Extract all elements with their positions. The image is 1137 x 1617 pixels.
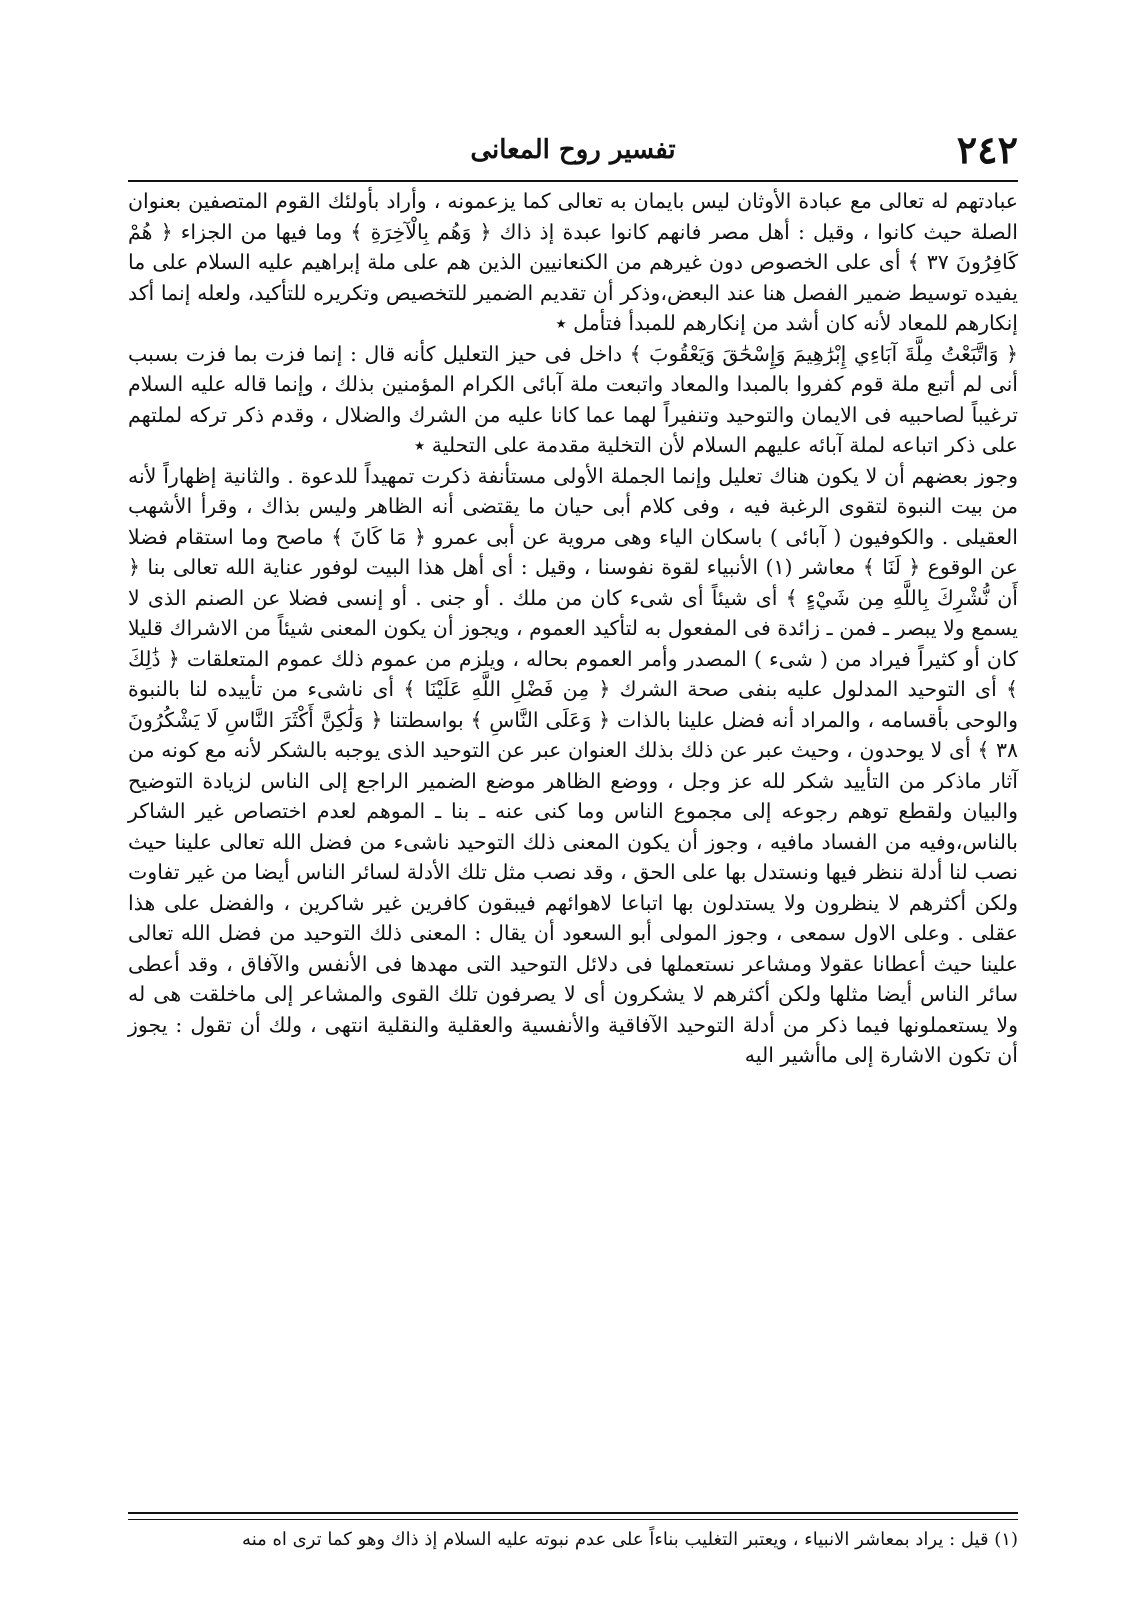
paragraph-1: عبادتهم له تعالى مع عبادة الأوثان ليس بايمان به تعالى كما يزعمونه ، وأراد بأولئك القوم المتصفين بعنوان الصلة حيث كانوا ، وقيل : أهل مصر فانهم كانوا عبدة إذ ذاك ﴿ وَهُم بِالْآخِرَةِ ﴾ وما فيها من الجزاء ﴿ هُمْ كَافِرُونَ ٣٧ ﴾ أى على الخصوص دون غيرهم من الكنعانيين الذين هم على ملة إبراهيم عليه السلام على ما يفيده توسيط ضمير الفصل هنا عند البعض،وذكر أن تقديم الضمير للتخصيص وتكريره للتأكيد، ولعله إنما أكد إنكارهم للمعاد لأنه كان أشد من إنكارهم للمبدأ فتأمل ٭: [128, 189, 1018, 335]
footnote-divider: [128, 1512, 1018, 1520]
page-header: [128, 120, 1018, 180]
header-divider: [128, 180, 1018, 182]
paragraph-3: وجوز بعضهم أن لا يكون هناك تعليل وإنما الجملة الأولى مستأنفة ذكرت تمهيداً للدعوة . والثانية إظهاراً لأنه من بيت النبوة لتقوى الرغبة فيه ، وفى كلام أبى حيان ما يقتضى أنه الظاهر وليس بذاك ، وقرأ الأشهب العقيلى . والكوفيون ( آبائى ) باسكان الياء وهى مروية عن أبى عمرو ﴿ مَا كَانَ ﴾ ماصح وما استقام فضلا عن الوقوع ﴿ لَنَا ﴾ معاشر (١) الأنبياء لقوة نفوسنا ، وقيل : أى أهل هذا البيت لوفور عناية الله تعالى بنا ﴿ أَن نُّشْرِكَ بِاللَّهِ مِن شَيْءٍ ﴾ أى شيئاً أى شىء كان من ملك . أو جنى . أو إنسى فضلا عن الصنم الذى لا يسمع ولا يبصر ـ فمن ـ زائدة فى المفعول به لتأكيد العموم ، ويجوز أن يكون المعنى شيئاً من الاشراك قليلا كان أو كثيراً فيراد من ( شىء ) المصدر وأمر العموم بحاله ، ويلزم من عموم ذلك عموم المتعلقات ﴿ ذَٰلِكَ ﴾ أى التوحيد المدلول عليه بنفى صحة الشرك ﴿ مِن فَضْلِ اللَّهِ عَلَيْنَا ﴾ أى ناشىء من تأييده لنا بالنبوة والوحى بأقسامه ، والمراد أنه فضل علينا بالذات ﴿ وَعَلَى النَّاسِ ﴾ بواسطتنا ﴿ وَلَٰكِنَّ أَكْثَرَ النَّاسِ لَا يَشْكُرُونَ ٣٨ ﴾ أى لا يوحدون ، وحيث عبر عن ذلك بذلك العنوان عبر عن التوحيد الذى يوجبه بالشكر لأنه مع كونه من آثار ماذكر من التأييد شكر لله عز وجل ، ووضع الظاهر موضع الضمير الراجع إلى الناس لزيادة التوضيح والبيان ولقطع توهم رجوعه إلى مجموع الناس وما كنى عنه ـ بنا ـ الموهم لعدم اختصاص غير الشاكر بالناس،وفيه من الفساد مافيه ، وجوز أن يكون المعنى ذلك التوحيد ناشىء من فضل الله تعالى علينا حيث نصب لنا أدلة ننظر فيها ونستدل بها على الحق ، وقد نصب مثل تلك الأدلة لسائر الناس أيضا من غير تفاوت ولكن أكثرهم لا ينظرون ولا يستدلون بها اتباعا لاهوائهم فيبقون كافرين غير شاكرين ، والفضل على هذا عقلى . وعلى الاول سمعى ، وجوز المولى أبو السعود أن يقال : المعنى ذلك التوحيد من فضل الله تعالى علينا حيث أعطانا عقولا ومشاعر نستعملها فى دلائل التوحيد التى مهدها فى الأنفس والآفاق ، وقد أعطى سائر الناس أيضا مثلها ولكن أكثرهم لا يشكرون أى لا يصرفون تلك القوى والمشاعر إلى ماخلقت هى له ولا يستعملونها فيما ذكر من أدلة التوحيد الآفاقية والأنفسية والعقلية والنقلية انتهى ، ولك أن تقول : يجوز أن تكون الاشارة إلى ماأشير اليه: [128, 463, 1018, 1067]
footnote: (١) قيل : يراد بمعاشر الانبياء ، ويعتبر التغليب بناءاً على عدم نبوته عليه السلام إذ ذاك وهو كما ترى اه منه: [242, 1529, 1018, 1550]
main-text: [128, 186, 1018, 1071]
running-title: تفسير روح المعانى: [470, 135, 676, 165]
paragraph-2: ﴿ وَاتَّبَعْتُ مِلَّةَ آبَاءِي إِبْرَٰهِيمَ وَإِسْحَٰقَ وَيَعْقُوبَ ﴾ داخل فى حيز التعليل كأنه قال : إنما فزت بما فزت بسبب أنى لم أتبع ملة قوم كفروا بالمبدا والمعاد واتبعت ملة آبائى الكرام المؤمنين بذلك ، وإنما قاله عليه السلام ترغيباً لصاحبيه فى الايمان والتوحيد وتنفيراً لهما عما كانا عليه من الشرك والضلال ، وقدم ذكر تركه لملتهم على ذكر اتباعه لملة آبائه عليهم السلام لأن التخلية مقدمة على التحلية ٭: [128, 341, 1018, 457]
page-number: ٢٤٢: [956, 127, 1018, 172]
